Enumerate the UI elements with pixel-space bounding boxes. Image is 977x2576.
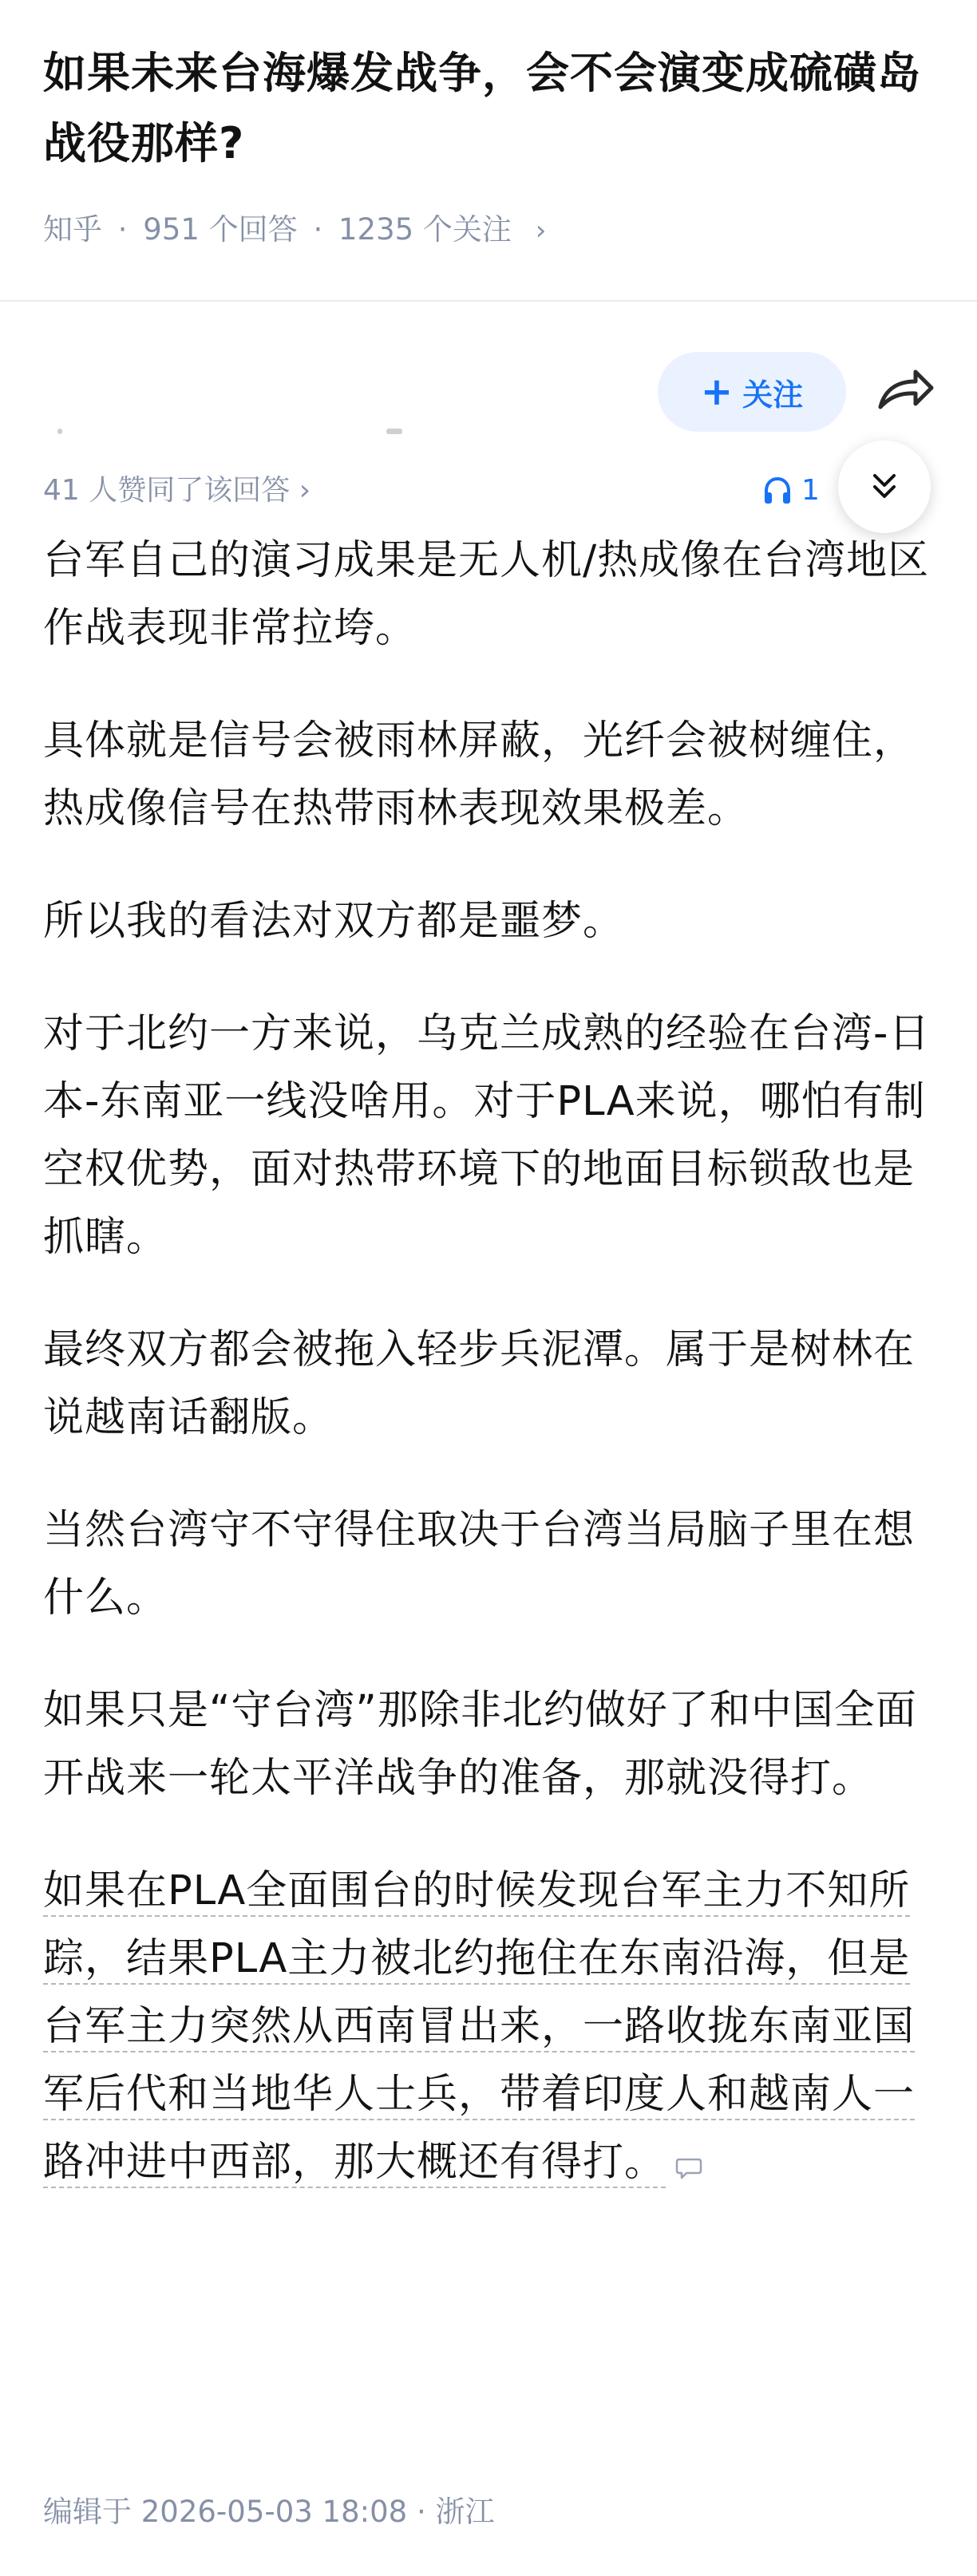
answer-paragraph: 最终双方都会被拖入轻步兵泥潭。属于是树林在说越南话翻版。 xyxy=(43,1326,916,1441)
answer-paragraph: 当然台湾守不守得住取决于台湾当局脑子里在想什么。 xyxy=(43,1507,916,1622)
upvote-summary[interactable]: 41 人赞同了该回答 › xyxy=(43,474,311,507)
answer-paragraph: 对于北约一方来说，乌克兰成熟的经验在台湾-日本-东南亚一线没啥用。对于PLA来说，哪怕有制空权优势，面对热带环境下的地面目标锁敌也是抓瞎。 xyxy=(43,1010,931,1261)
highlighted-text[interactable]: 如果在PLA全面围台的时候发现台军主力不知所踪，结果PLA主力被北约拖住在东南沿海，但是台军主力突然从西南冒出来，一路收拢东南亚国军后代和当地华人士兵，带着印度人和越南人一路冲进中西部，那大概还有得打。 xyxy=(43,1867,916,2186)
answer-content xyxy=(43,527,937,2196)
share-button[interactable] xyxy=(873,362,937,421)
plus-icon: + xyxy=(700,369,734,414)
author-row-cutoff xyxy=(43,415,418,434)
follow-label: 关注 xyxy=(742,377,804,413)
collapse-button[interactable] xyxy=(838,441,931,533)
answer-paragraph: 台军自己的演习成果是无人机/热成像在台湾地区作战表现非常拉垮。 xyxy=(43,537,930,652)
double-chevron-down-icon xyxy=(867,469,902,504)
cutoff-mark xyxy=(386,429,402,434)
question-title[interactable]: 如果未来台海爆发战争，会不会演变成硫磺岛战役那样? xyxy=(43,48,921,168)
answer-paragraph: 所以我的看法对双方都是噩梦。 xyxy=(43,898,625,945)
follower-count: 1235 个关注 xyxy=(338,212,512,247)
cutoff-mark xyxy=(57,429,62,434)
question-header xyxy=(0,0,977,302)
audio-count-label: 1 xyxy=(801,474,820,507)
bottom-fade xyxy=(0,2533,977,2576)
question-meta[interactable] xyxy=(43,206,546,255)
meta-separator: · xyxy=(313,212,323,247)
comment-bubble-icon[interactable] xyxy=(675,2133,702,2157)
source-label: 知乎 xyxy=(43,212,102,247)
audio-play-button[interactable] xyxy=(761,467,820,515)
meta-separator: · xyxy=(117,212,128,247)
headphones-icon xyxy=(761,475,793,507)
answer-count: 951 个回答 xyxy=(143,212,298,247)
chevron-right-icon: › xyxy=(535,215,547,247)
answer-paragraph: 具体就是信号会被雨林屏蔽，光纤会被树缠住，热成像信号在热带雨林表现效果极差。 xyxy=(43,717,916,832)
edit-info: 编辑于 2026-05-03 18:08 · 浙江 xyxy=(43,2495,495,2529)
answer-paragraph: 如果只是“守台湾”那除非北约做好了和中国全面开战来一轮太平洋战争的准备，那就没得打。 xyxy=(43,1687,917,1802)
share-arrow-icon xyxy=(876,369,935,415)
answer-paragraph-highlighted[interactable] xyxy=(43,1857,937,2196)
follow-button[interactable] xyxy=(658,352,846,432)
